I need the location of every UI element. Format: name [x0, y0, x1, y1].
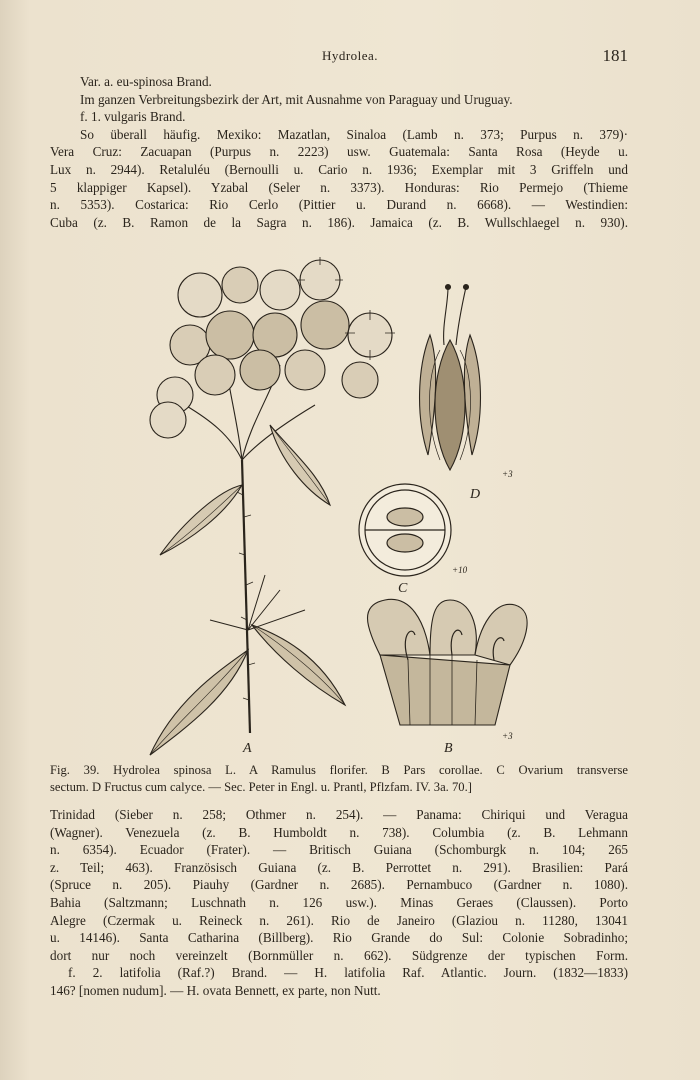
text-line-form: f. 2. latifolia (Raf.?) Brand. — H. latifolia Raf. Atlantic. Journ. (1832—1833) [68, 965, 628, 981]
text-line: Trinidad (Sieber n. 258; Othmer n. 254). — Panama: Chiriqui und Veragua [50, 807, 628, 822]
text-line: Vera Cruz: Zacuapan (Purpus n. 2223) usw. Guatemala: Santa Rosa (Heyde u. [50, 144, 628, 160]
text-line: u. 14146). Santa Catharina (Billberg). Rio Grande do Sul: Colonie Sobradinho; [50, 930, 628, 946]
text-line: Im ganzen Verbreitungsbezirk der Art, mit Ausnahme von Paraguay und Uruguay. [80, 91, 513, 107]
figure-label-a: A [243, 741, 252, 756]
top-text-block [50, 73, 628, 231]
ramulus-florifer-drawing [150, 257, 395, 755]
text-line: dort nur noch vereinzelt (Bornmüller n. 662). Südgrenze der typischen Form. [50, 947, 628, 963]
page-number: 181 [602, 46, 628, 65]
caption-line: Fig. 39. Hydrolea spinosa L. A Ramulus florifer. B Pars corollae. C Ovarium transverse [50, 763, 628, 777]
text-line: z. Teil; 463). Französisch Guiana (z. B. Perrottet n. 291). Brasilien: Pará [50, 859, 628, 875]
figure-illustration [130, 255, 550, 760]
magnification-b: +3 [502, 731, 513, 741]
text-line: (Wagner). Venezuela (z. B. Humboldt n. 738). Columbia (z. B. Lehmann [50, 824, 628, 840]
running-head [0, 44, 700, 64]
text-line: So überall häufig. Mexiko: Mazatlan, Sinaloa (Lamb n. 373; Purpus n. 379)· [80, 126, 628, 142]
caption-line: sectum. D Fructus cum calyce. — Sec. Peter in Engl. u. Prantl, Pflzfam. IV. 3a. 70.] [50, 780, 472, 794]
text-line-form: f. 1. vulgaris Brand. [80, 109, 186, 125]
text-line-var: Var. a. eu-spinosa Brand. [80, 74, 212, 89]
figure-label-b: B [444, 741, 453, 756]
pars-corollae-drawing [368, 599, 528, 725]
text-line: 146? [nomen nudum]. — H. ovata Bennett, ex parte, non Nutt. [50, 982, 381, 998]
botanical-figure [130, 255, 550, 760]
text-line: 5 klappiger Kapsel). Yzabal (Seler n. 3373). Honduras: Rio Permejo (Thieme [50, 179, 628, 195]
magnification-d: +3 [502, 469, 513, 479]
fructus-cum-calyce-drawing [420, 285, 481, 471]
text-line: Alegre (Czermak u. Reineck n. 261). Rio de Janeiro (Glaziou n. 11280, 13041 [50, 912, 628, 928]
running-title: Hydrolea. [321, 48, 379, 63]
text-line: Lux n. 2944). Retaluléu (Bernoulli u. Cario n. 1936; Exemplar mit 3 Griffeln und [50, 161, 628, 177]
text-line: n. 5353). Costarica: Rio Cerlo (Pittier u. Durand n. 6668). — Westindien: [50, 197, 628, 213]
text-line: n. 6354). Ecuador (Frater). — Britisch Guiana (Schomburgk n. 104; 265 [50, 842, 628, 858]
text-line: Cuba (z. B. Ramon de la Sagra n. 186). Jamaica (z. B. Wullschlaegel n. 930). [50, 214, 628, 230]
bottom-text-block [50, 806, 628, 1000]
figure-label-d: D [470, 487, 481, 502]
text-line: (Spruce n. 205). Piauhy (Gardner n. 2685). Pernambuco (Gardner n. 1080). [50, 877, 628, 893]
magnification-c: +10 [452, 565, 468, 575]
ovarium-sectum-drawing [359, 484, 451, 576]
figure-label-c: C [398, 581, 408, 596]
figure-caption [50, 762, 628, 796]
text-line: Bahia (Saltzmann; Luschnath n. 126 usw.). Minas Geraes (Claussen). Porto [50, 894, 628, 910]
